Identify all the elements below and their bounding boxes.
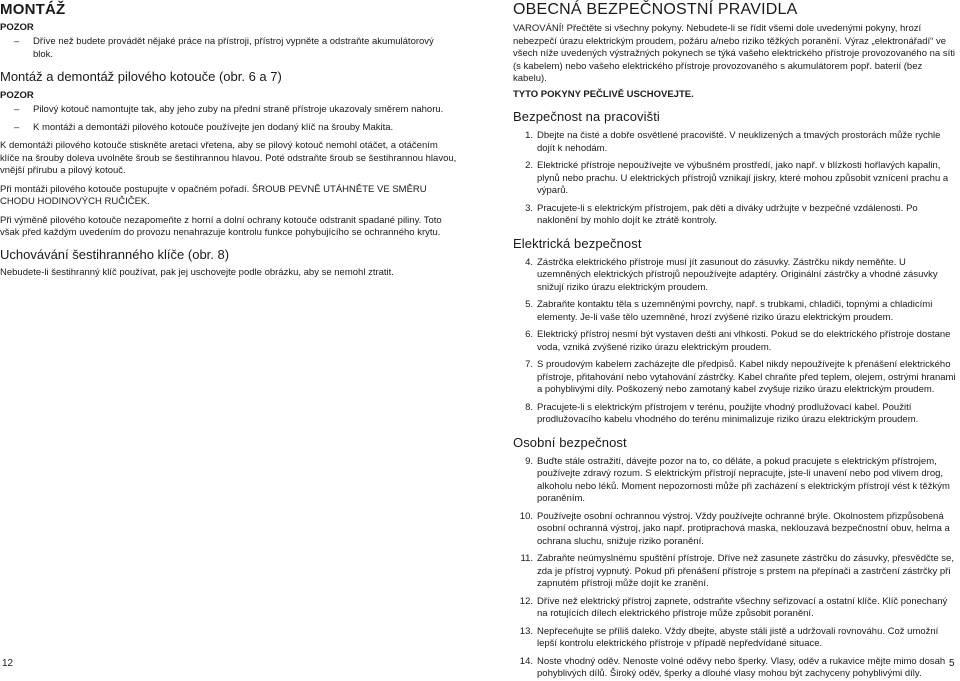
item-text: Buďte stále ostražití, dávejte pozor na to, co děláte, a pokud pracujete s elektrickým přístrojem, používejte zdravý rozum. S elektrickým přístrojí nepracujte, jste-li unavení nebo pod vlivem drog, alkoholu nebo léků. Moment nepozornosti může při zacházení s elektrickým přístrojí vést k těžkým poraněním. [537,455,950,504]
item-text: Zástrčka elektrického přístroje musí jít zasunout do zásuvky. Zástrčku nikdy neměňte. U uzemněných elektrických přístrojů nepoužívejte adaptéry. Originální zástrčky a vhodné zásuvky snižují riziko úrazu elektrickým proudem. [537,256,938,293]
item-text: Dříve než elektrický přístroj zapnete, odstraňte všechny seřizovací a ostatní klíče. Klíč ponechaný na rotujících dílech elektrického přístroje může způsobit poranění. [537,595,948,619]
right-page [513,0,957,681]
item-number: 9. [525,455,533,467]
list-item [513,160,957,198]
section-heading: Bezpečnost na pracovišti [513,109,660,124]
paragraph: Při montáži pilového kotouče postupujte v opačném pořadí. ŠROUB PEVNĚ UTÁHNĚTE VE SMĚRU CHODU HODINOVÝCH RUČIČEK. [0,183,427,207]
item-number: 10. [519,510,533,522]
list-item [513,553,957,591]
warning-paragraph: VAROVÁNÍ! Přečtěte si všechny pokyny. Nebudete-li se řídit všemi dole uvedenými pokyny, hrozí nebezpečí úrazu elektrickým proudem, požáru a/nebo riziko těžkých poranění. Výraz „elektronářadí“ ve všech níže uvedených výstražných pokynech se týká vašeho elektrického přístroje provozovaného na síti (s kabelem) nebo vašeho elektrického přístroje provozovaného s akumulátorem popř. baterií (bez kabelu). [513,23,955,84]
dash-item [0,122,463,135]
list-item [513,359,957,397]
list-item [513,329,957,354]
section-heading: Montáž a demontáž pilového kotouče (obr. 6 a 7) [0,69,282,84]
list-item [513,656,957,681]
item-text: K montáži a demontáži pilového kotouče používejte jen dodaný klíč na šrouby Makita. [33,121,394,133]
paragraph: Při výměně pilového kotouče nezapomeňte z horní a dolní ochrany kotouče odstranit spadané piliny. Toto však před každým uvedením do provozu nenahrazuje kontrolu funkce pohybujícího se ochranného krytu. [0,214,442,238]
item-text: Elektrický přístroj nesmí být vystaven dešti ani vlhkosti. Pokud se do elektrického přístroje dostane voda, vzniká zvýšené riziko úrazu elektrickým proudem. [537,329,951,353]
list-item [513,511,957,549]
item-text: Zabraňte neúmyslnému spuštění přístroje. Dříve než zasunete zástrčku do zásuvky, přesvědčte se, zda je přístroj vypnutý. Pokud při přenášení přístroje s prstem na přepínači a zastrčení zástrčky při zapnutém přístroji může dojít ke zranění. [537,553,954,589]
item-number: 7. [525,359,533,370]
numbered-list [513,130,957,228]
list-item [513,130,957,155]
item-number: 1. [525,130,533,141]
item-number: 14. [519,655,533,667]
item-number: 5. [525,299,533,310]
item-number: 6. [525,329,533,340]
dash-marker: – [14,36,20,47]
item-text: Zabraňte kontaktu těla s uzemněnými povrchy, např. s trubkami, chladiči, topnými a chladicími elementy. Je-li vaše tělo uzemněné, hrozí zvýšené riziko úrazu elektrickým proudem. [537,299,933,323]
item-text: Nepřeceňujte se příliš daleko. Vždy dbejte, abyste stáli jistě a udržovali rovnováhu. Což umožní lepší kontrolu elektrického přístroje v případě nepředvídané situace. [537,625,939,649]
item-number: 3. [525,202,533,214]
page-number-right: 5 [949,658,955,669]
numbered-list [513,257,957,427]
dash-marker: – [14,121,20,133]
numbered-list [513,456,957,681]
item-number: 8. [525,401,533,413]
item-number: 13. [519,625,533,637]
caution-label: POZOR [0,22,34,33]
paragraph: K demontáži pilového kotouče stiskněte aretaci vřetena, aby se pilový kotouč nemohl otáčet, a otáčením klíče na šrouby doleva uvolněte šroub se šestihrannou hlavou. Poté odstraňte šroub se šestihrannou hlavou, vnější přírubu a pilový kotouč. [0,140,457,176]
item-text: Používejte osobní ochrannou výstroj. Vždy používejte ochranné brýle. Okolnostem přizpůsobená osobní ochranná výstroj, jako např. protiprachová maska, neklouzavá bezpečnostní obuv, helma a ochrana sluchu, snižuje riziko poranění. [537,510,950,547]
item-number: 4. [525,256,533,268]
dash-item [0,36,443,61]
item-text: Pilový kotouč namontujte tak, aby jeho zuby na přední straně přístroje ukazovaly směrem nahoru. [33,104,444,115]
section-heading: Elektrická bezpečnost [513,235,642,251]
item-text: Dříve než budete provádět nějaké práce na přístroji, přístroj vypněte a odstraňte akumulátorový blok. [33,36,434,60]
caution-label: POZOR [0,90,34,101]
page-title: MONTÁŽ [0,1,66,18]
list-item [513,257,957,295]
section-heading: Osobní bezpečnost [513,434,627,450]
left-page [0,0,468,279]
item-text: Pracujete-li s elektrickým přístrojem, pak děti a diváky udržujte v bezpečné vzdálenosti. Po naklonění by mohlo dojít ke ztrátě kontroly. [537,202,918,226]
list-item [513,299,957,324]
dash-item [0,104,448,117]
list-item [513,203,957,228]
list-item [513,456,957,506]
item-number: 12. [519,595,533,607]
dash-marker: – [14,104,20,115]
item-text: Noste vhodný oděv. Nenoste volné oděvy nebo šperky. Vlasy, oděv a rukavice mějte mimo dosah pohyblivých dílů. Široký oděv, šperky a dlouhé vlasy mohou být zachyceny pohyblivými díly. [537,655,946,679]
item-text: Elektrické přístroje nepoužívejte ve výbušném prostředí, jako např. v blízkosti hořlavých kapalin, plynů nebo prachu. U elektrických přístrojů vznikají jiskry, které mohou způsobit vznícení prachu a výparů. [537,160,949,196]
page-title: OBECNÁ BEZPEČNOSTNÍ PRAVIDLA [513,1,798,18]
item-number: 2. [525,160,533,171]
list-item [513,402,957,427]
list-item [513,596,957,621]
item-text: Pracujete-li s elektrickým přístrojem v terénu, použijte vhodný prodlužovací kabel. Použití prodlužovacího kabelu vhodného do terénu minimalizuje riziko úrazu elektrickým proudem. [537,401,919,425]
item-text: S proudovým kabelem zacházejte dle předpisů. Kabel nikdy nepoužívejte k přenášení elektrického přístroje, přitahování nebo vytahování zástrčky. Kabel chraňte před teplem, olejem, ostrými hranami a pohyblivými díly. Poškozený nebo zamotaný kabel zvyšuje riziko úrazu elektrickým proudem. [537,359,956,395]
section-heading: Uchovávání šestihranného klíče (obr. 8) [0,246,230,262]
page-number-left: 12 [2,658,14,669]
list-item [513,626,957,651]
paragraph: Nebudete-li šestihranný klíč používat, pak jej uschovejte podle obrázku, aby se nemohl ztratit. [0,266,394,278]
item-text: Dbejte na čisté a dobře osvětlené pracoviště. V neuklizených a tmavých prostorách může rychle dojít k nehodám. [537,130,941,154]
item-number: 11. [520,553,533,564]
keep-instructions: TYTO POKYNY PEČLIVĚ USCHOVEJTE. [513,88,694,100]
